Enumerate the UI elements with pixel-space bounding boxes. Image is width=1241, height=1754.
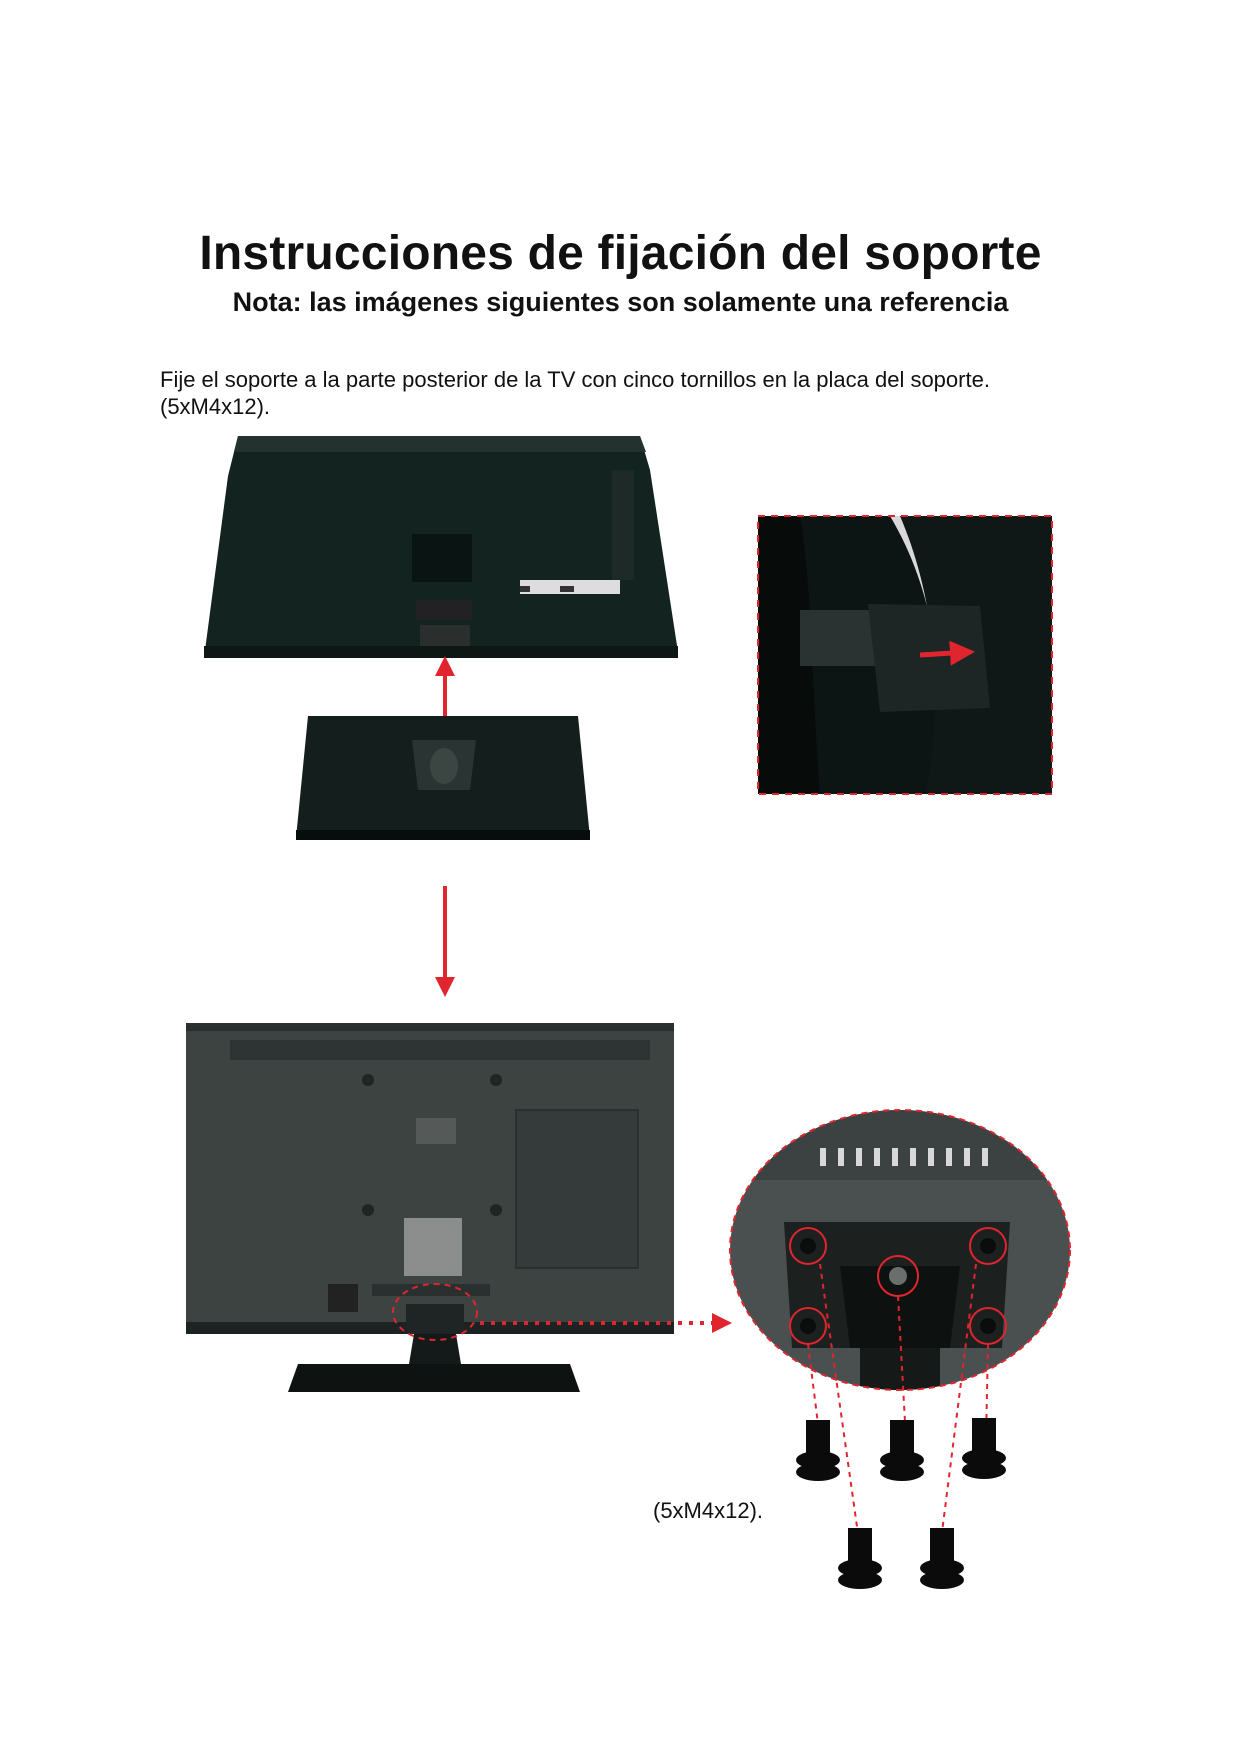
page-title: Instrucciones de fijación del soporte xyxy=(199,227,1042,280)
screw-icon xyxy=(880,1420,924,1481)
screw-icon xyxy=(796,1420,840,1481)
screw-icon xyxy=(962,1418,1006,1479)
stand-base xyxy=(296,716,590,840)
tv-top-view xyxy=(204,436,678,658)
vesa-label xyxy=(404,1218,462,1276)
slide-arrow-icon xyxy=(920,652,970,655)
screw-caption: (5xM4x12). xyxy=(653,1498,764,1523)
instruction-line-2: (5xM4x12). xyxy=(160,394,271,419)
screw-icon xyxy=(920,1528,964,1589)
page-subtitle: Nota: las imágenes siguientes son solamente una referencia xyxy=(232,287,1009,317)
instruction-line-1: Fije el soporte a la parte posterior de la TV con cinco tornillos en la placa del soporte. xyxy=(160,367,990,392)
zoom-detail-neck xyxy=(758,516,1052,794)
zoom-detail-screws xyxy=(730,1110,1070,1548)
tv-back-view xyxy=(186,1023,674,1392)
screw-icon xyxy=(838,1528,882,1589)
stand-mount-slot xyxy=(420,625,470,647)
screws xyxy=(796,1418,1006,1589)
